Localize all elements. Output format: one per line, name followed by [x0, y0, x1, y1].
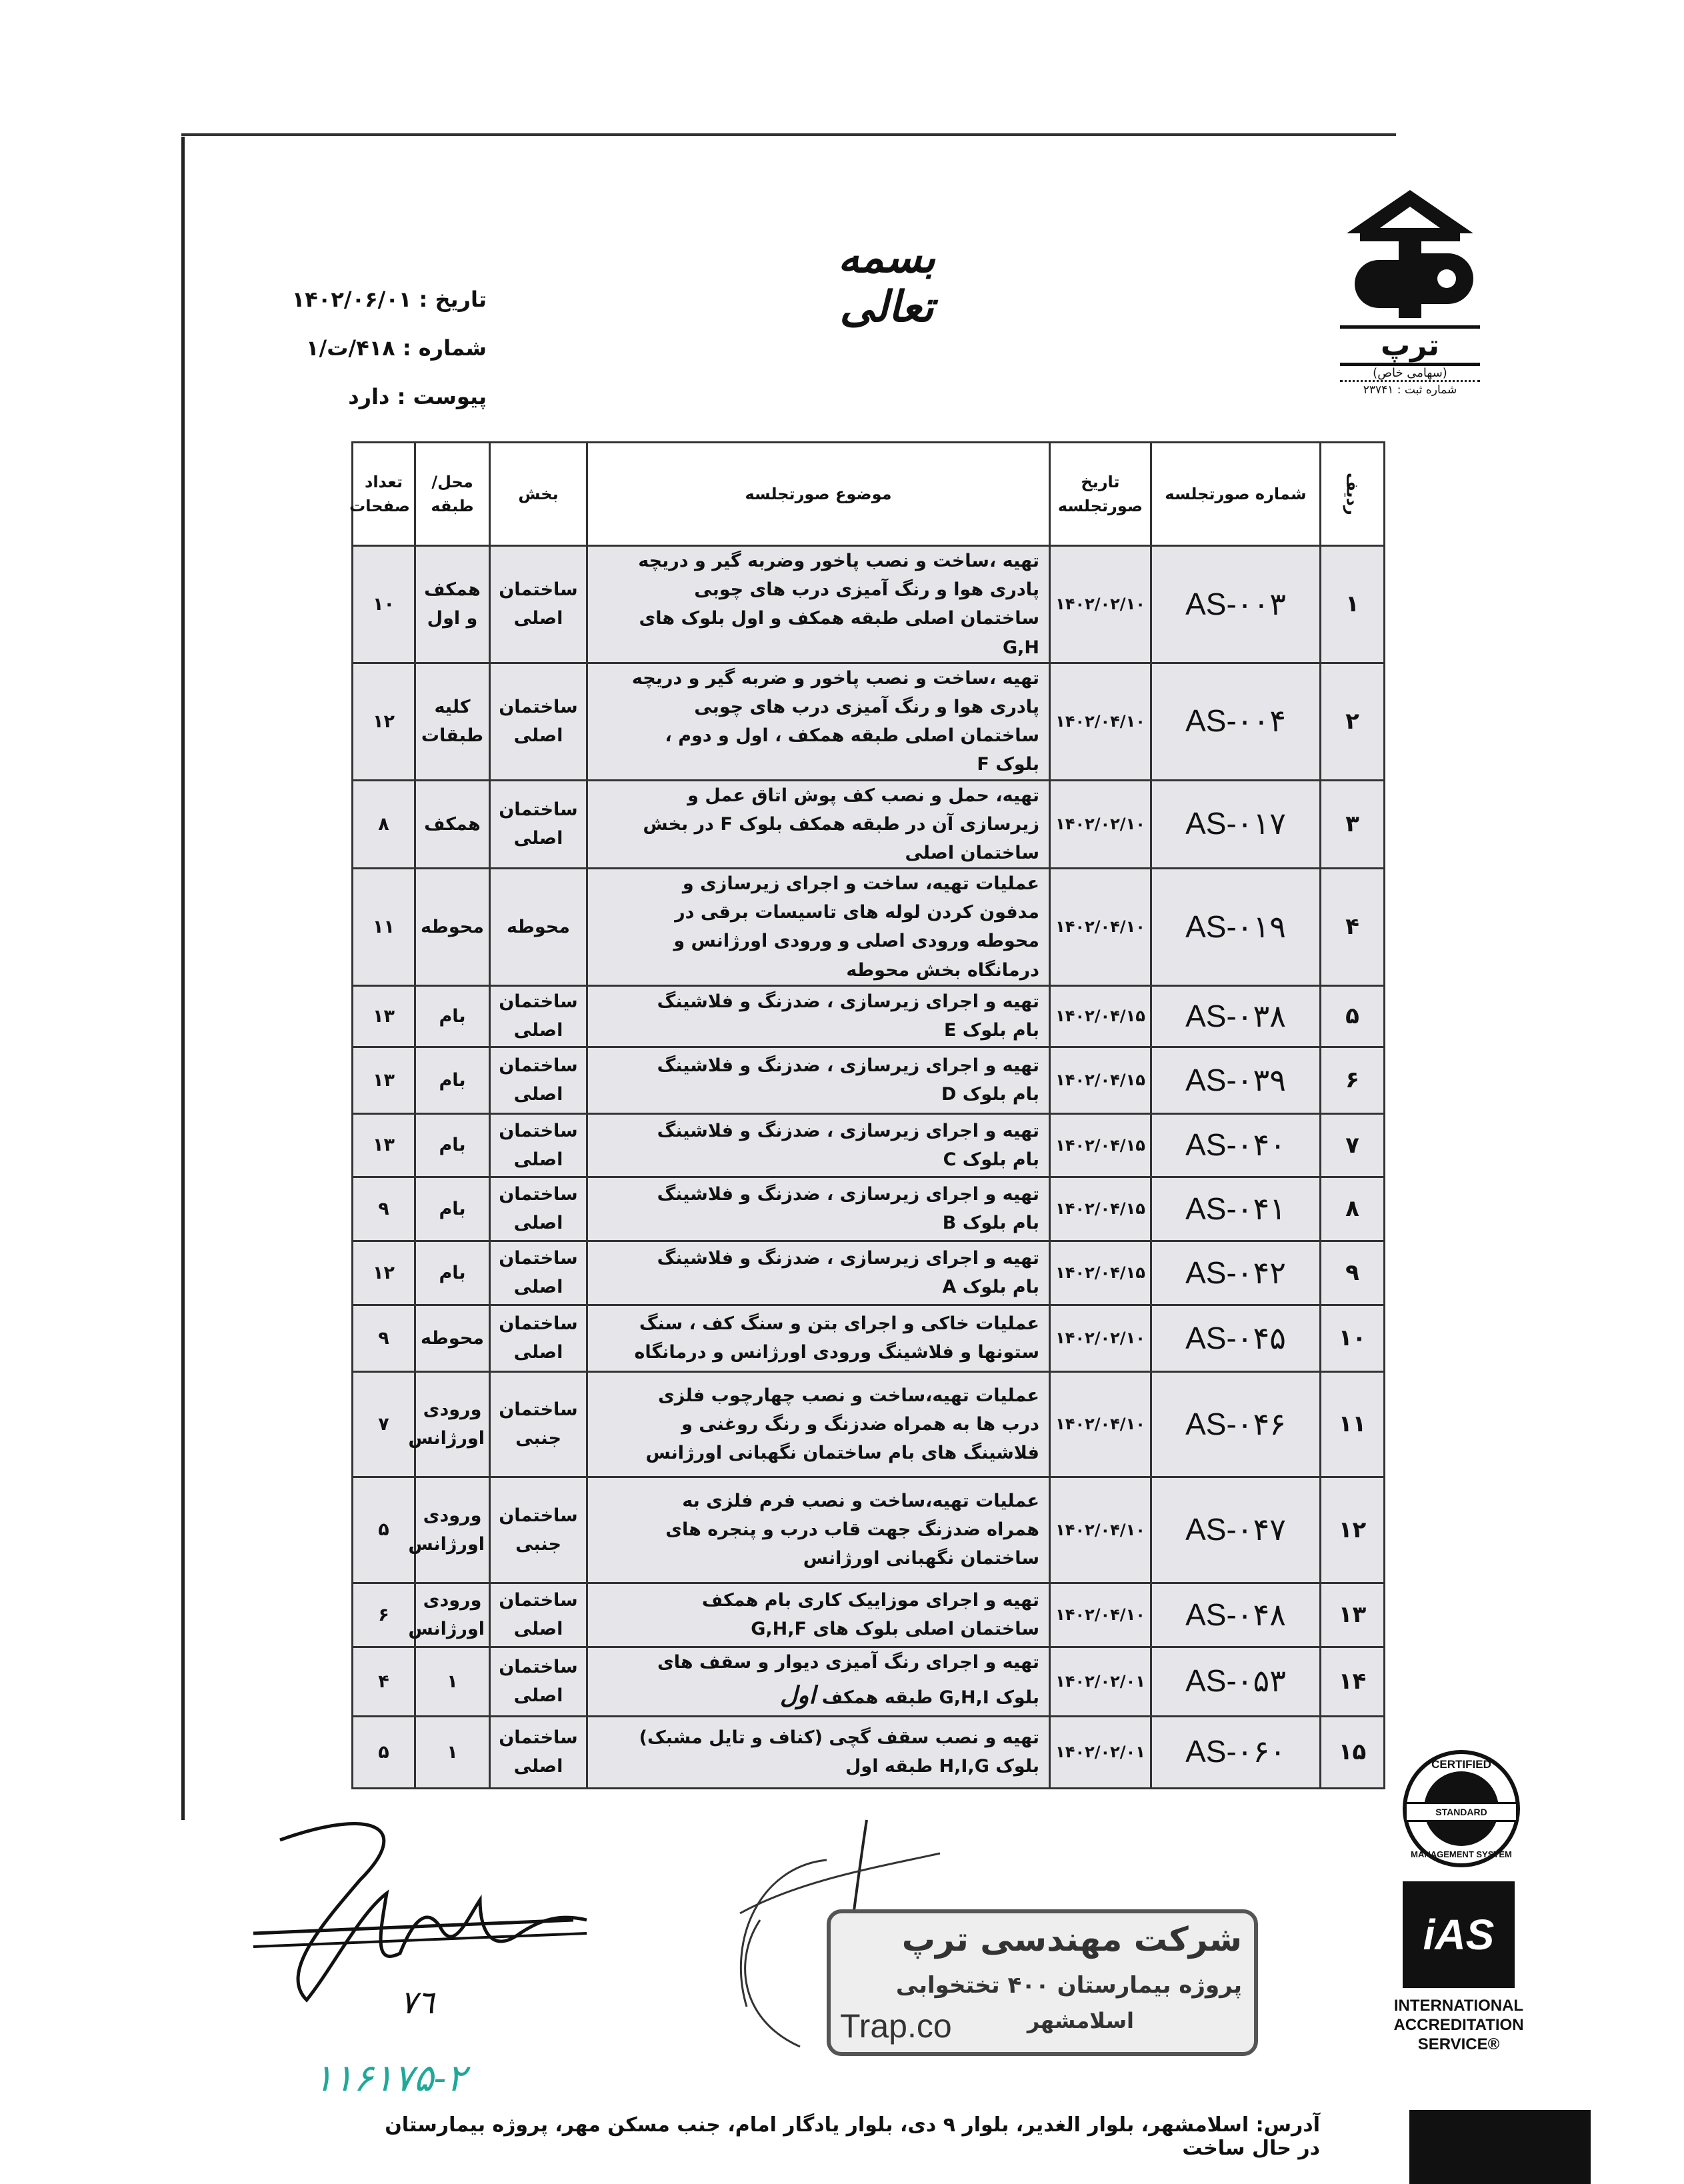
cell-section: [490, 1113, 587, 1177]
cell-section: [490, 663, 587, 780]
cell-location: [415, 1113, 490, 1177]
location-text: کلیه طبقات: [421, 696, 484, 747]
table-header-row: [353, 443, 1385, 546]
stamp-web: Trap.co: [840, 2007, 952, 2045]
location-text: ورودی اورژانس: [408, 1590, 485, 1640]
cell-pages: [353, 780, 415, 869]
cell-subject: [587, 1477, 1050, 1583]
location-text: محوطه: [421, 916, 484, 937]
cell-subject: [587, 1647, 1050, 1716]
index-text: ۷: [1345, 1131, 1359, 1159]
table-row: [353, 1305, 1385, 1371]
number-text: AS-۰۳۹: [1185, 1062, 1286, 1097]
cell-location: [415, 546, 490, 663]
cell-pages: [353, 1647, 415, 1716]
cell-date: [1050, 546, 1151, 663]
table-row: [353, 1241, 1385, 1305]
cell-index: [1321, 1177, 1385, 1241]
subject-text: تهیه و نصب سقف گچی (کناف و تایل مشبک) بلوک H,I,G طبقه اول: [639, 1727, 1039, 1777]
cell-date: [1050, 1371, 1151, 1477]
index-text: ۶: [1345, 1067, 1359, 1094]
cell-date: [1050, 985, 1151, 1047]
date-text: ۱۴۰۲/۰۲/۱۰: [1055, 815, 1145, 834]
cell-location: [415, 1047, 490, 1113]
number-text: AS-۰۱۹: [1185, 909, 1286, 944]
subject-text: تهیه ،ساخت و نصب پاخور و ضربه گیر و دریچه پادری هوا و رنگ آمیزی درب های چوبی ساختمان اصلی طبقه همکف ، اول و دوم ، بلوک F: [631, 667, 1039, 775]
cell-location: [415, 1716, 490, 1788]
section-text: ساختمان اصلی: [499, 579, 578, 629]
cell-date: [1050, 663, 1151, 780]
table-row: [353, 1716, 1385, 1788]
pages-text: ۱۲: [373, 1262, 395, 1283]
cell-number: [1151, 663, 1321, 780]
number-text: AS-۰۳۸: [1185, 998, 1286, 1033]
pages-text: ۷: [378, 1413, 389, 1435]
cell-number: [1151, 1716, 1321, 1788]
cert-bottom-text: MANAGEMENT SYSTEM: [1411, 1849, 1512, 1859]
cell-location: [408, 1477, 490, 1583]
table-row: [353, 1047, 1385, 1113]
cell-subject: [587, 1583, 1050, 1647]
cell-location: [415, 869, 490, 986]
section-text: محوطه: [507, 916, 570, 937]
table-row: [353, 1113, 1385, 1177]
cell-location: [415, 780, 490, 869]
cell-pages: [353, 1371, 415, 1477]
subject-text: تهیه و اجرای زیرسازی ، ضدزنگ و فلاشینگ بام بلوک B: [657, 1184, 1039, 1234]
index-text: ۲: [1345, 707, 1359, 735]
index-text: ۸: [1345, 1195, 1359, 1223]
cell-number: [1151, 546, 1321, 663]
subject-text: تهیه و اجرای زیرسازی ، ضدزنگ و فلاشینگ بام بلوک D: [657, 1055, 1039, 1105]
cell-pages: [353, 985, 415, 1047]
index-text: ۱۵: [1338, 1738, 1367, 1765]
subject-text: عملیات تهیه،ساخت و نصب فرم فلزی به همراه ضدزنگ جهت قاب درب و پنجره های ساختمان نگهبانی اورژانس: [665, 1491, 1039, 1569]
top-border-line: [181, 133, 1396, 136]
cell-pages: [353, 1047, 415, 1113]
cell-section: [490, 869, 587, 986]
cell-pages: [353, 1583, 415, 1647]
section-text: ساختمان اصلی: [499, 1248, 578, 1298]
subject-text: تهیه ،ساخت و نصب پاخور وضربه گیر و دریچه پادری هوا و رنگ آمیزی درب های چوبی ساختمان اصلی طبقه همکف و اول بلوک های G,H: [638, 551, 1039, 658]
cell-subject: [587, 663, 1050, 780]
pages-text: ۵: [378, 1741, 389, 1763]
trap-logo-icon: [1340, 187, 1480, 320]
section-text: ساختمان اصلی: [499, 1055, 578, 1105]
table-row: [353, 985, 1385, 1047]
cell-section: [490, 1371, 587, 1477]
cell-subject: [587, 1047, 1050, 1113]
location-text: بام: [439, 1262, 466, 1283]
cell-section: [490, 1477, 587, 1583]
location-text: ۱: [447, 1741, 458, 1763]
section-text: ساختمان اصلی: [499, 1313, 578, 1363]
cell-section: [490, 1047, 587, 1113]
section-text: ساختمان اصلی: [499, 991, 578, 1041]
date-text: ۱۴۰۲/۰۲/۰۱: [1055, 1672, 1145, 1691]
section-text: ساختمان اصلی: [499, 1120, 578, 1170]
cell-date: [1050, 1477, 1151, 1583]
pages-text: ۹: [378, 1198, 389, 1219]
location-text: ورودی اورژانس: [408, 1505, 485, 1555]
header-subject: موضوع صورتجلسه: [587, 443, 1050, 546]
cell-location: [415, 1241, 490, 1305]
date-text: ۱۴۰۲/۰۲/۱۰: [1055, 1329, 1145, 1348]
handwritten-correction: اول: [779, 1681, 816, 1709]
pages-text: ۱۰: [373, 593, 395, 615]
logo-name: ترپ: [1340, 325, 1480, 366]
table-row: [353, 1647, 1385, 1716]
left-border-line: [181, 137, 185, 1820]
cell-section: [490, 546, 587, 663]
pages-text: ۹: [378, 1327, 389, 1349]
date-text: ۱۴۰۲/۰۲/۰۱: [1055, 1742, 1145, 1761]
cell-subject: [587, 1113, 1050, 1177]
subject-text: تهیه و اجرای موزاییک کاری بام همکف ساختمان اصلی بلوک های G,H,F: [701, 1590, 1039, 1640]
cell-number: [1151, 1371, 1321, 1477]
cell-section: [490, 1305, 587, 1371]
number-text: AS-۰۵۳: [1185, 1663, 1286, 1699]
header-pages: تعداد صفحات: [353, 443, 415, 546]
header-date: تاریخ صورتجلسه: [1050, 443, 1151, 546]
cell-pages: [353, 1716, 415, 1788]
cell-pages: [353, 1177, 415, 1241]
pages-text: ۴: [378, 1671, 389, 1692]
cell-number: [1151, 1241, 1321, 1305]
ias-text: INTERNATIONAL ACCREDITATION SERVICE®: [1393, 1997, 1524, 2053]
cell-subject: [587, 1241, 1050, 1305]
number-text: AS-۰۶۰: [1185, 1734, 1286, 1769]
cell-date: [1050, 780, 1151, 869]
cell-number: [1151, 985, 1321, 1047]
cell-number: [1151, 1477, 1321, 1583]
footer-black-box: [1409, 2110, 1591, 2184]
cell-date: [1050, 1647, 1151, 1716]
pages-text: ۱۳: [373, 1069, 395, 1091]
cell-number: [1151, 1047, 1321, 1113]
number-text: AS-۰۴۲: [1185, 1255, 1286, 1290]
header-location: محل/طبقه: [415, 443, 490, 546]
section-text: ساختمان اصلی: [499, 1727, 578, 1777]
subject-text: تهیه و اجرای زیرسازی ، ضدزنگ و فلاشینگ بام بلوک E: [657, 991, 1039, 1041]
header-number: شماره صورتجلسه: [1151, 443, 1321, 546]
location-text: محوطه: [421, 1327, 484, 1349]
cell-index: [1321, 985, 1385, 1047]
cell-location: [408, 1583, 490, 1647]
cell-section: [490, 1583, 587, 1647]
stamp-city: اسلامشهر: [1027, 2008, 1134, 2033]
cell-location: [415, 663, 490, 780]
document-title: بسمه تعالی: [837, 233, 936, 332]
cell-pages: [353, 1477, 415, 1583]
index-text: ۱: [1345, 591, 1359, 618]
cell-pages: [353, 1305, 415, 1371]
cell-number: [1151, 869, 1321, 986]
cell-date: [1050, 1177, 1151, 1241]
cell-pages: [353, 869, 415, 986]
cell-subject: [587, 1371, 1050, 1477]
cell-index: [1321, 1241, 1385, 1305]
cell-date: [1050, 1305, 1151, 1371]
number-text: AS-۰۴۷: [1185, 1512, 1286, 1547]
number-text: AS-۰۴۰: [1185, 1127, 1286, 1163]
cell-date: [1050, 1047, 1151, 1113]
signature-left: [240, 1800, 613, 2027]
date-text: ۱۴۰۲/۰۴/۱۰: [1055, 917, 1145, 937]
cell-number: [1151, 1583, 1321, 1647]
cell-section: [490, 1716, 587, 1788]
date-text: ۱۴۰۲/۰۴/۱۵: [1055, 1263, 1145, 1283]
cell-location: [415, 1647, 490, 1716]
section-text: ساختمان جنبی: [499, 1399, 578, 1449]
cell-index: [1321, 780, 1385, 869]
pages-text: ۱۳: [373, 1135, 395, 1156]
location-text: بام: [439, 1135, 466, 1156]
logo-company-type: (سهامی خاص): [1373, 366, 1447, 380]
cell-subject: [587, 869, 1050, 986]
company-stamp: [827, 1909, 1258, 2056]
index-text: ۱۲: [1338, 1516, 1367, 1543]
cell-location: [415, 985, 490, 1047]
date-text: ۱۴۰۲/۰۴/۱۰: [1055, 1415, 1145, 1434]
subject-text: عملیات خاکی و اجرای بتن و سنگ کف ، سنگ ستونها و فلاشینگ ورودی اورژانس و درمانگاه: [634, 1313, 1039, 1363]
section-text: ساختمان اصلی: [499, 1590, 578, 1640]
date-text: ۱۴۰۲/۰۴/۱۰: [1055, 1520, 1145, 1539]
date-text: ۱۴۰۲/۰۴/۱۰: [1055, 1605, 1145, 1625]
number-text: AS-۰۴۶: [1185, 1406, 1286, 1441]
header-section: بخش: [490, 443, 587, 546]
certified-management-system-badge: [1403, 1750, 1520, 1867]
index-text: ۵: [1345, 1003, 1359, 1030]
cell-pages: [353, 663, 415, 780]
cell-location: [415, 1177, 490, 1241]
cell-index: [1321, 1305, 1385, 1371]
cell-number: [1151, 1177, 1321, 1241]
section-text: ساختمان اصلی: [499, 799, 578, 849]
cell-pages: [353, 1241, 415, 1305]
cell-location: [415, 1305, 490, 1371]
cell-index: [1321, 1716, 1385, 1788]
location-text: بام: [439, 1005, 466, 1027]
cell-subject: [587, 546, 1050, 663]
table-row: [353, 1583, 1385, 1647]
footer-address: آدرس: اسلامشهر، بلوار الغدیر، بلوار ۹ دی، بلوار یادگار امام، جنب مسکن مهر، پروژه بیمارستان در حال ساخت: [385, 2113, 1320, 2160]
section-text: ساختمان اصلی: [499, 1184, 578, 1234]
cell-index: [1321, 1583, 1385, 1647]
table-row: [353, 546, 1385, 663]
section-text: ساختمان جنبی: [499, 1505, 578, 1555]
cell-date: [1050, 1113, 1151, 1177]
subject-text: تهیه و اجرای زیرسازی ، ضدزنگ و فلاشینگ بام بلوک A: [657, 1248, 1039, 1298]
date-text: ۱۴۰۲/۰۴/۱۰: [1055, 711, 1145, 731]
pages-text: ۸: [378, 813, 389, 835]
cell-date: [1050, 1241, 1151, 1305]
cell-number: [1151, 1305, 1321, 1371]
cell-date: [1050, 1716, 1151, 1788]
logo-registration: شماره ثبت : ۲۳۷۴۱: [1340, 380, 1480, 397]
cell-subject: [587, 985, 1050, 1047]
location-text: ورودی اورژانس: [408, 1399, 485, 1449]
handwritten-number: ۱۱۶۱۷۵-۲: [313, 2057, 467, 2100]
location-text: همکف: [424, 813, 481, 835]
date-text: ۱۴۰۲/۰۴/۱۵: [1055, 1199, 1145, 1219]
cell-section: [490, 1647, 587, 1716]
cell-pages: [353, 1113, 415, 1177]
index-text: ۱۰: [1338, 1325, 1367, 1352]
svg-text:٧٦: ٧٦: [400, 1984, 435, 2021]
cell-subject: [587, 1177, 1050, 1241]
pages-text: ۱۱: [373, 916, 395, 937]
cell-index: [1321, 1647, 1385, 1716]
index-text: ۱۱: [1338, 1411, 1367, 1438]
table-row: [353, 1477, 1385, 1583]
stamp-project: پروژه بیمارستان ۴۰۰ تختخوابی: [895, 1972, 1242, 1999]
stamp-company: شرکت مهندسی ترپ: [901, 1920, 1242, 1959]
cell-number: [1151, 1113, 1321, 1177]
subject-text: تهیه و اجرای رنگ آمیزی دیوار و سقف های بلوک G,H,I طبقه همکف: [657, 1651, 1039, 1708]
cell-index: [1321, 663, 1385, 780]
cell-section: [490, 1177, 587, 1241]
location-text: همکف و اول: [424, 579, 481, 629]
pages-text: ۱۲: [373, 711, 395, 732]
cell-date: [1050, 1583, 1151, 1647]
date-text: ۱۴۰۲/۰۴/۱۵: [1055, 1007, 1145, 1026]
index-text: ۱۴: [1338, 1668, 1367, 1695]
number-text: AS-۰۴۱: [1185, 1191, 1286, 1226]
location-text: ۱: [447, 1671, 458, 1692]
cell-date: [1050, 869, 1151, 986]
cell-subject: [587, 1305, 1050, 1371]
subject-text: تهیه، حمل و نصب کف پوش اتاق عمل و زیرسازی آن در طبقه همکف بلوک F در بخش ساختمان اصلی: [643, 785, 1039, 863]
company-logo: [1340, 187, 1480, 397]
cell-subject: [587, 780, 1050, 869]
cell-index: [1321, 546, 1385, 663]
section-text: ساختمان اصلی: [499, 696, 578, 747]
cell-section: [490, 1241, 587, 1305]
table-row: [353, 663, 1385, 780]
index-text: ۳: [1345, 811, 1359, 838]
number-text: AS-۰۰۴: [1185, 703, 1286, 739]
ias-logo: iAS: [1403, 1881, 1515, 1988]
pages-text: ۱۳: [373, 1005, 395, 1027]
table-row: [353, 780, 1385, 869]
subject-text: تهیه و اجرای زیرسازی ، ضدزنگ و فلاشینگ بام بلوک C: [657, 1120, 1039, 1170]
header-index: ردیف: [1321, 443, 1385, 546]
subject-text: عملیات تهیه،ساخت و نصب چهارچوب فلزی درب ها به همراه ضدزنگ و رنگ روغنی و فلاشینگ های بام ساختمان نگهبانی اورژانس: [645, 1385, 1039, 1463]
number-text: AS-۰۴۸: [1185, 1597, 1286, 1632]
subject-text: عملیات تهیه، ساخت و اجرای زیرسازی و مدفون کردن لوله های تاسیسات برقی در محوطه ورودی اصلی و ورودی اورژانس و درمانگاه بخش محوطه: [673, 873, 1039, 981]
table-row: [353, 869, 1385, 986]
cell-pages: [353, 546, 415, 663]
index-text: ۹: [1345, 1259, 1359, 1287]
cell-location: [408, 1371, 490, 1477]
document-date: تاریخ : ۱۴۰۲/۰۶/۰۱: [291, 287, 487, 312]
cell-number: [1151, 780, 1321, 869]
index-text: ۱۳: [1338, 1601, 1367, 1629]
cert-top-text: CERTIFIED: [1431, 1758, 1491, 1771]
cell-index: [1321, 1113, 1385, 1177]
index-text: ۴: [1345, 913, 1359, 941]
cell-index: [1321, 1047, 1385, 1113]
pages-text: ۶: [378, 1604, 389, 1625]
date-text: ۱۴۰۲/۰۲/۱۰: [1055, 595, 1145, 614]
table-row: [353, 1177, 1385, 1241]
document-attachment: پیوست : دارد: [348, 384, 487, 409]
number-text: AS-۰۱۷: [1185, 806, 1286, 841]
cell-section: [490, 780, 587, 869]
location-text: بام: [439, 1069, 466, 1091]
location-text: بام: [439, 1198, 466, 1219]
minutes-table: [351, 441, 1385, 1789]
document-number: شماره : ۴۱۸/ت/۱: [306, 335, 487, 361]
date-text: ۱۴۰۲/۰۴/۱۵: [1055, 1135, 1145, 1155]
cell-number: [1151, 1647, 1321, 1716]
number-text: AS-۰۴۵: [1185, 1320, 1286, 1355]
section-text: ساختمان اصلی: [499, 1657, 578, 1707]
table-row: [353, 1371, 1385, 1477]
pages-text: ۵: [378, 1519, 389, 1541]
cell-index: [1321, 1477, 1385, 1583]
cell-index: [1321, 1371, 1385, 1477]
cell-index: [1321, 869, 1385, 986]
number-text: AS-۰۰۳: [1185, 586, 1286, 621]
cell-section: [490, 985, 587, 1047]
cell-subject: [587, 1716, 1050, 1788]
cert-band-text: STANDARD: [1407, 1802, 1516, 1822]
date-text: ۱۴۰۲/۰۴/۱۵: [1055, 1071, 1145, 1090]
